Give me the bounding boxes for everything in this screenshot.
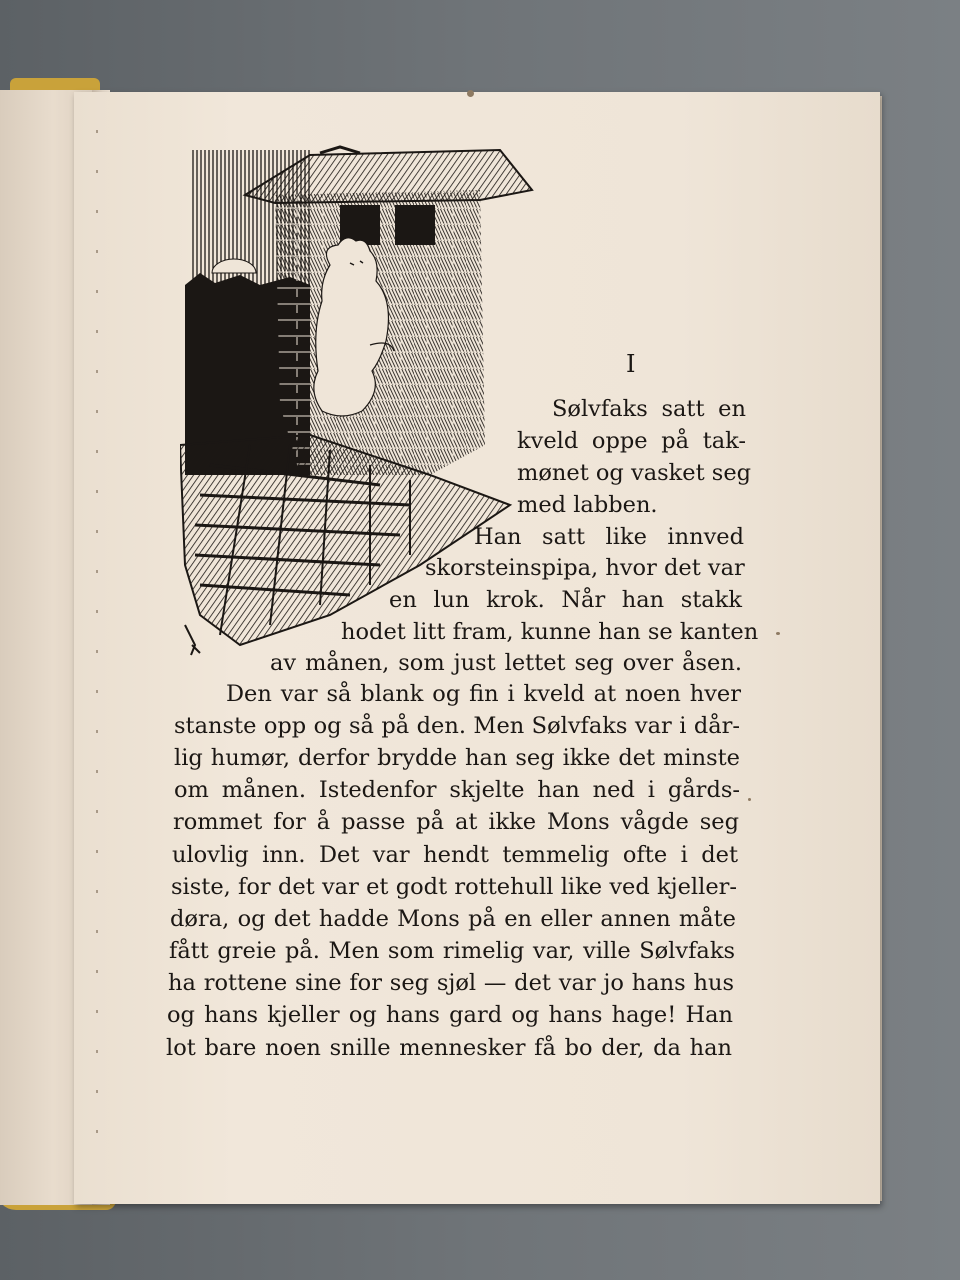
binding-stitches (96, 130, 98, 1170)
text-line: av månen, som just lettet seg over åsen. (270, 650, 742, 676)
text-line: lig humør, derfor brydde han seg ikke det minste (174, 745, 740, 771)
text-line: om månen. Istedenfor skjelte han ned i gårds- (174, 777, 740, 803)
text-line: Han satt like innved (474, 524, 744, 550)
text-line: lot bare noen snille mennesker få bo der, da han (166, 1035, 732, 1061)
text-line: en lun krok. Når han stakk (389, 587, 742, 613)
paper-speck (748, 798, 751, 801)
text-line: med labben. (517, 492, 658, 518)
text-line: stanste opp og så på den. Men Sølvfaks var i dår- (174, 713, 740, 739)
text-line: Sølvfaks satt en (552, 396, 746, 422)
text-line: skorsteinspipa, hvor det var (425, 555, 745, 581)
text-line: døra, og det hadde Mons på en eller annen måte (170, 906, 736, 932)
text-line: mønet og vasket seg (517, 460, 752, 486)
text-line: og hans kjeller og hans gard og hans hage! Han (167, 1002, 733, 1028)
paper-speck (467, 90, 474, 97)
text-line: rommet for å passe på at ikke Mons vågde seg (173, 809, 739, 835)
text-line: Den var så blank og fin i kveld at noen hver (226, 681, 741, 707)
text-line: ulovlig inn. Det var hendt temmelig ofte i det (172, 842, 738, 868)
paper-speck (776, 632, 780, 635)
text-line: ha rottene sine for seg sjøl — det var jo hans hus (168, 970, 734, 996)
text-line: hodet litt fram, kunne han se kanten (341, 619, 759, 645)
text-line: siste, for det var et godt rottehull like ved kjeller- (171, 874, 737, 900)
text-line: kveld oppe på tak- (517, 428, 746, 454)
text-line: fått greie på. Men som rimelig var, ville Sølvfaks (169, 938, 735, 964)
chapter-number: I (626, 350, 636, 378)
